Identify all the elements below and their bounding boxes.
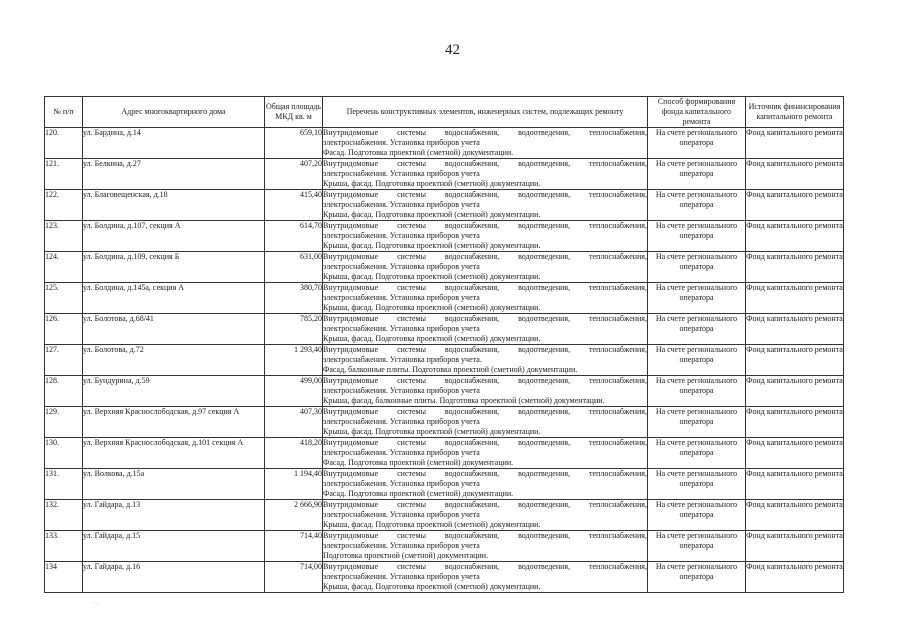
row-area: 1 194,40 (265, 469, 323, 500)
works-line: электроснабжения. Установка приборов учета (323, 448, 480, 457)
works-line: Подготовка проектной (сметной) документации. (323, 551, 489, 560)
works-line: Внутридомовые системы водоснабжения, водоотведения, теплоснабжения, (323, 531, 647, 540)
row-area: 785,20 (265, 314, 323, 345)
row-source: Фонд капитального ремонта (746, 562, 844, 593)
row-number: 129. (45, 407, 83, 438)
works-line: Внутридомовые системы водоснабжения, водоотведения, теплоснабжения, (323, 128, 647, 137)
row-source: Фонд капитального ремонта (746, 159, 844, 190)
table-row (45, 128, 844, 159)
row-number: 127. (45, 345, 83, 376)
row-number: 125. (45, 283, 83, 314)
table-row (45, 345, 844, 376)
row-area: 659,10 (265, 128, 323, 159)
works-line: электроснабжения. Установка приборов учета (323, 200, 480, 209)
row-works (323, 314, 648, 345)
works-line: Внутридомовые системы водоснабжения, водоотведения, теплоснабжения, (323, 345, 647, 354)
row-number: 134 (45, 562, 83, 593)
page-number: 42 (445, 42, 460, 58)
table-row (45, 438, 844, 469)
works-line: Внутридомовые системы водоснабжения, водоотведения, теплоснабжения, (323, 159, 647, 168)
works-line: Внутридомовые системы водоснабжения, водоотведения, теплоснабжения, (323, 438, 647, 447)
row-area: 714,00 (265, 562, 323, 593)
works-line: электроснабжения. Установка приборов учета (323, 231, 480, 240)
table-row (45, 407, 844, 438)
row-method: На счете регионального оператора (648, 531, 746, 562)
table-row (45, 500, 844, 531)
row-method: На счете регионального оператора (648, 469, 746, 500)
row-area: 499,00 (265, 376, 323, 407)
works-line: электроснабжения. Установка приборов учета (323, 572, 480, 581)
works-line: Крыша, фасад. Подготовка проектной (сметной) документации. (323, 334, 541, 343)
row-address: ул. Болотова, д.68/41 (83, 314, 265, 345)
row-works (323, 221, 648, 252)
row-address: ул. Болдина, д.109, секция Б (83, 252, 265, 283)
works-line: электроснабжения. Установка приборов учета (323, 138, 480, 147)
row-number: 121. (45, 159, 83, 190)
row-number: 128. (45, 376, 83, 407)
row-number: 120. (45, 128, 83, 159)
header-num: № п/п (45, 97, 83, 128)
row-works (323, 376, 648, 407)
row-number: 130. (45, 438, 83, 469)
row-address: ул. Бундурина, д.59 (83, 376, 265, 407)
row-area: 407,30 (265, 407, 323, 438)
works-line: Крыша, фасад. Подготовка проектной (сметной) документации. (323, 303, 541, 312)
works-line: Крыша, фасад. Подготовка проектной (сметной) документации. (323, 427, 541, 436)
row-address: ул. Болдина, д.107, секция А (83, 221, 265, 252)
works-line: Фасад, балконные плиты. Подготовка проектной (сметной) документации. (323, 365, 578, 374)
row-area: 714,40 (265, 531, 323, 562)
row-method: На счете регионального оператора (648, 562, 746, 593)
row-address: ул. Гайдара, д.13 (83, 500, 265, 531)
table-row (45, 190, 844, 221)
row-source: Фонд капитального ремонта (746, 221, 844, 252)
row-address: ул. Болотова, д.72 (83, 345, 265, 376)
works-line: Крыша, фасад. Подготовка проектной (сметной) документации. (323, 272, 541, 281)
row-method: На счете регионального оператора (648, 190, 746, 221)
works-line: Внутридомовые системы водоснабжения, водоотведения, теплоснабжения, (323, 252, 647, 261)
table-row (45, 562, 844, 593)
row-area: 2 666,90 (265, 500, 323, 531)
works-line: электроснабжения. Установка приборов учета (323, 510, 480, 519)
row-source: Фонд капитального ремонта (746, 252, 844, 283)
row-address: ул. Верхняя Краснослободская, д.97 секция А (83, 407, 265, 438)
row-method: На счете регионального оператора (648, 438, 746, 469)
header-address: Адрес многоквартирного дома (83, 97, 265, 128)
works-line: Фасад. Подготовка проектной (сметной) документации. (323, 148, 514, 157)
row-number: 124. (45, 252, 83, 283)
row-method: На счете регионального оператора (648, 252, 746, 283)
works-line: Крыша, фасад. Подготовка проектной (сметной) документации. (323, 179, 541, 188)
row-works (323, 438, 648, 469)
table-row (45, 159, 844, 190)
header-source: Источник финансирования капитального ремонта (746, 97, 844, 128)
table-row (45, 252, 844, 283)
row-works (323, 531, 648, 562)
works-line: Крыша, фасад. Подготовка проектной (сметной) документации. (323, 210, 541, 219)
works-line: Крыша, фасад. Подготовка проектной (сметной) документации. (323, 520, 541, 529)
row-source: Фонд капитального ремонта (746, 283, 844, 314)
row-source: Фонд капитального ремонта (746, 190, 844, 221)
row-works (323, 407, 648, 438)
works-line: Фасад. Подготовка проектной (сметной) документации. (323, 458, 514, 467)
row-address: ул. Бардина, д.14 (83, 128, 265, 159)
row-area: 407,20 (265, 159, 323, 190)
row-source: Фонд капитального ремонта (746, 345, 844, 376)
row-area: 418,20 (265, 438, 323, 469)
row-method: На счете регионального оператора (648, 128, 746, 159)
row-number: 132. (45, 500, 83, 531)
row-method: На счете регионального оператора (648, 283, 746, 314)
row-source: Фонд капитального ремонта (746, 376, 844, 407)
row-area: 631,00 (265, 252, 323, 283)
works-line: Фасад. Подготовка проектной (сметной) документации. (323, 489, 514, 498)
row-works (323, 345, 648, 376)
header-area: Общая площадь МКД кв. м (265, 97, 323, 128)
row-number: 123. (45, 221, 83, 252)
row-works (323, 469, 648, 500)
table-row (45, 283, 844, 314)
works-line: Крыша, фасад. Подготовка проектной (сметной) документации. (323, 582, 541, 591)
works-line: Крыша, фасад, балконные плиты. Подготовка проектной (сметной) документации. (323, 396, 605, 405)
table-header-row (45, 97, 844, 128)
row-works (323, 190, 648, 221)
row-works (323, 159, 648, 190)
row-source: Фонд капитального ремонта (746, 469, 844, 500)
row-works (323, 500, 648, 531)
row-works (323, 252, 648, 283)
table-row (45, 314, 844, 345)
works-line: электроснабжения. Установка приборов учета (323, 479, 480, 488)
table-row (45, 469, 844, 500)
row-area: 614,70 (265, 221, 323, 252)
row-address: ул. Верхняя Краснослободская, д.101 секция А (83, 438, 265, 469)
row-works (323, 283, 648, 314)
row-address: ул. Благовещенская, д.18 (83, 190, 265, 221)
row-number: 131. (45, 469, 83, 500)
row-source: Фонд капитального ремонта (746, 128, 844, 159)
row-method: На счете регионального оператора (648, 314, 746, 345)
row-works (323, 562, 648, 593)
row-address: ул. Белкина, д.27 (83, 159, 265, 190)
row-number: 122. (45, 190, 83, 221)
works-line: электроснабжения. Установка приборов учета (323, 293, 480, 302)
row-number: 126. (45, 314, 83, 345)
table-row (45, 221, 844, 252)
row-method: На счете регионального оператора (648, 376, 746, 407)
header-method: Способ формирования фонда капитального ремонта (648, 97, 746, 128)
row-source: Фонд капитального ремонта (746, 438, 844, 469)
row-source: Фонд капитального ремонта (746, 407, 844, 438)
table-row (45, 531, 844, 562)
works-line: Внутридомовые системы водоснабжения, водоотведения, теплоснабжения, (323, 221, 647, 230)
row-area: 380,70 (265, 283, 323, 314)
row-address: ул. Гайдара, д.16 (83, 562, 265, 593)
works-line: Внутридомовые системы водоснабжения, водоотведения, теплоснабжения, (323, 407, 647, 416)
works-line: электроснабжения. Установка приборов учета (323, 262, 480, 271)
row-works (323, 128, 648, 159)
row-area: 1 293,40 (265, 345, 323, 376)
works-line: электроснабжения. Установка приборов учета (323, 417, 480, 426)
works-line: электроснабжения. Установка приборов учета. (323, 355, 482, 364)
scan-speck: ˙ ˙ (92, 601, 100, 610)
row-source: Фонд капитального ремонта (746, 500, 844, 531)
works-line: электроснабжения. Установка приборов учета (323, 169, 480, 178)
works-line: Внутридомовые системы водоснабжения, водоотведения, теплоснабжения, (323, 190, 647, 199)
row-method: На счете регионального оператора (648, 407, 746, 438)
row-source: Фонд капитального ремонта (746, 531, 844, 562)
row-method: На счете регионального оператора (648, 345, 746, 376)
row-address: ул. Болдина, д.145а, секция А (83, 283, 265, 314)
row-method: На счете регионального оператора (648, 159, 746, 190)
works-line: Внутридомовые системы водоснабжения, водоотведения, теплоснабжения, (323, 500, 647, 509)
works-line: электроснабжения. Установка приборов учета (323, 386, 480, 395)
table-row (45, 376, 844, 407)
row-number: 133. (45, 531, 83, 562)
works-line: Внутридомовые системы водоснабжения, водоотведения, теплоснабжения, (323, 376, 647, 385)
works-line: Внутридомовые системы водоснабжения, водоотведения, теплоснабжения, (323, 314, 647, 323)
header-works: Перечень конструктивных элементов, инженерных систем, подлежащих ремонту (323, 97, 648, 128)
row-method: На счете регионального оператора (648, 500, 746, 531)
row-method: На счете регионального оператора (648, 221, 746, 252)
works-line: Внутридомовые системы водоснабжения, водоотведения, теплоснабжения, (323, 283, 647, 292)
row-address: ул. Волкова, д.15а (83, 469, 265, 500)
works-line: электроснабжения. Установка приборов учета (323, 541, 480, 550)
repair-program-table (44, 96, 844, 593)
works-line: Крыша, фасад. Подготовка проектной (сметной) документации. (323, 241, 541, 250)
row-area: 415,40 (265, 190, 323, 221)
works-line: Внутридомовые системы водоснабжения, водоотведения, теплоснабжения, (323, 469, 647, 478)
works-line: электроснабжения. Установка приборов учета (323, 324, 480, 333)
row-source: Фонд капитального ремонта (746, 314, 844, 345)
works-line: Внутридомовые системы водоснабжения, водоотведения, теплоснабжения, (323, 562, 647, 571)
row-address: ул. Гайдара, д.15 (83, 531, 265, 562)
